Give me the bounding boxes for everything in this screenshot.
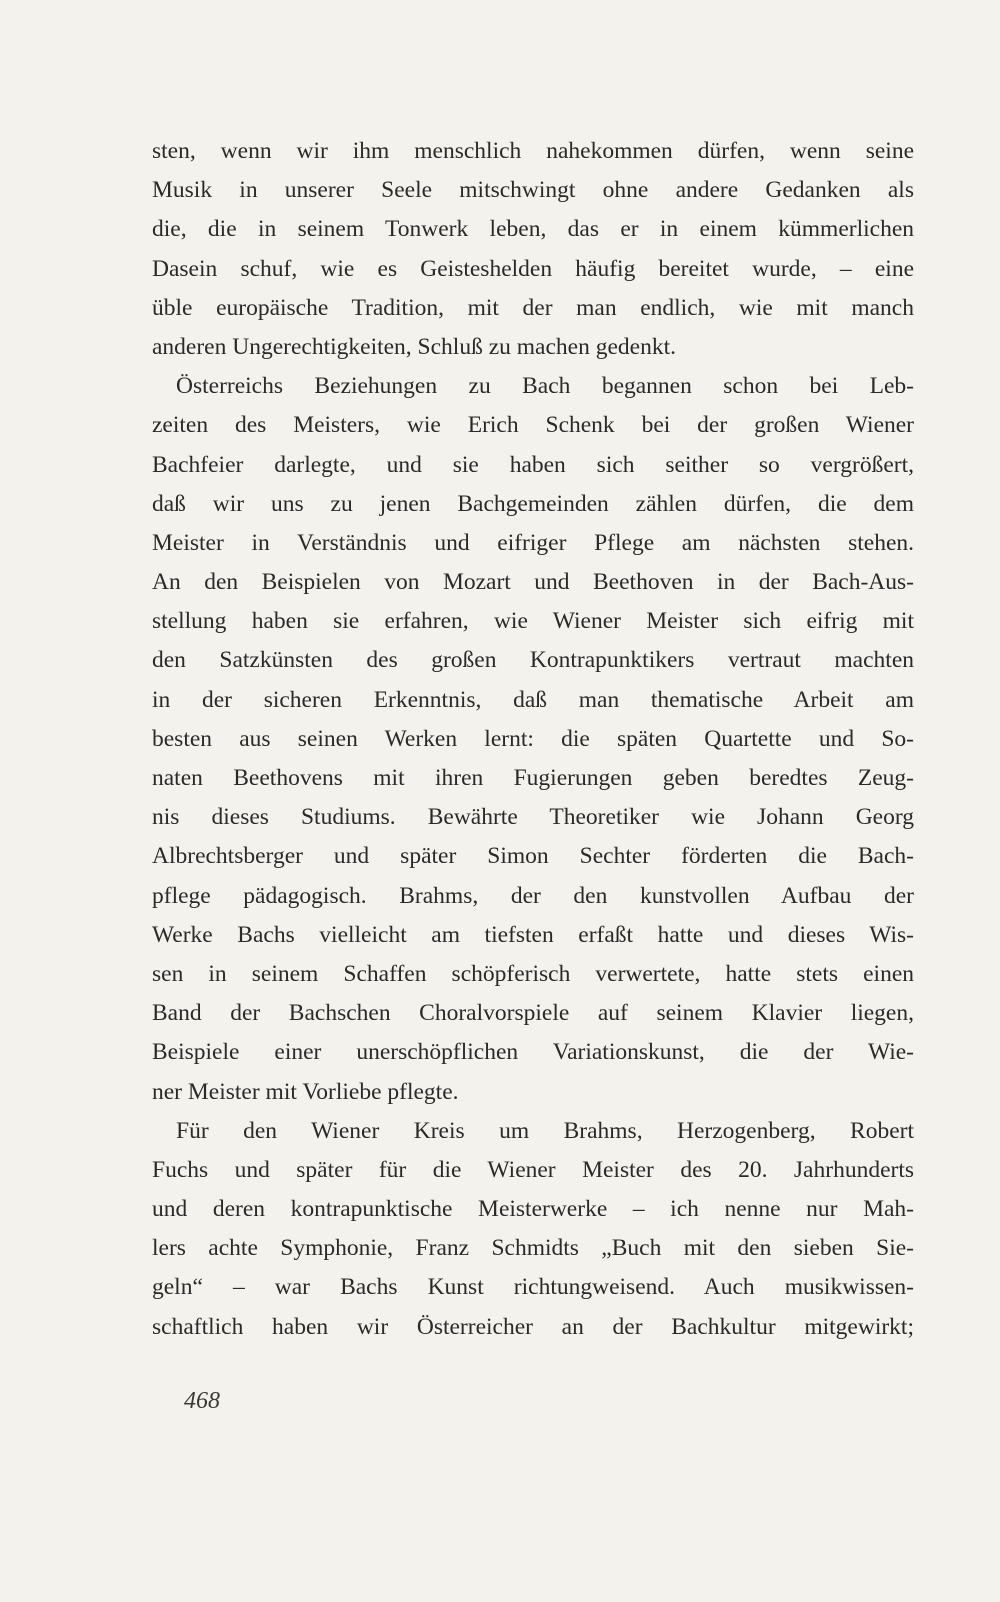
text-line: Österreichs Beziehungen zu Bach begannen schon bei Leb-: [176, 373, 914, 400]
text-line: sten, wenn wir ihm menschlich nahekommen dürfen, wenn seine: [152, 138, 914, 164]
text-line: pflege pädagogisch. Brahms, der den kunstvollen Aufbau der: [152, 882, 914, 909]
text-line: Meister in Verständnis und eifriger Pflege am nächsten stehen.: [152, 529, 914, 556]
text-line: besten aus seinen Werken lernt: die späten Quartette und So-: [152, 725, 914, 752]
text-line: die, die in seinem Tonwerk leben, das er in einem kümmerlichen: [152, 216, 914, 243]
text-line: Beispiele einer unerschöpflichen Variationskunst, die der Wie-: [152, 1039, 914, 1066]
text-line: lers achte Symphonie, Franz Schmidts „Buch mit den sieben Sie-: [152, 1235, 914, 1262]
text-line: nis dieses Studiums. Bewährte Theoretiker wie Johann Georg: [152, 804, 914, 831]
text-line: Band der Bachschen Choralvorspiele auf seinem Klavier liegen,: [152, 1000, 914, 1027]
text-line: zeiten des Meisters, wie Erich Schenk bei der großen Wiener: [152, 412, 914, 439]
body-text: [152, 132, 914, 1347]
page-number: 468: [184, 1388, 220, 1414]
text-line: in der sicheren Erkenntnis, daß man thematische Arbeit am: [152, 686, 914, 713]
text-line: Für den Wiener Kreis um Brahms, Herzogenberg, Robert: [176, 1117, 914, 1144]
text-line: anderen Ungerechtigkeiten, Schluß zu machen gedenkt.: [152, 333, 676, 360]
text-line: ner Meister mit Vorliebe pflegte.: [152, 1078, 459, 1105]
text-line: schaftlich haben wir Österreicher an der Bachkultur mitgewirkt;: [152, 1313, 914, 1340]
text-line: geln“ – war Bachs Kunst richtungweisend. Auch musikwissen-: [152, 1274, 914, 1301]
text-line: Musik in unserer Seele mitschwingt ohne andere Gedanken als: [152, 177, 914, 204]
text-line: Werke Bachs vielleicht am tiefsten erfaßt hatte und dieses Wis-: [152, 921, 914, 948]
text-line: stellung haben sie erfahren, wie Wiener Meister sich eifrig mit: [152, 608, 914, 635]
text-line: sen in seinem Schaffen schöpferisch verwertete, hatte stets einen: [152, 960, 914, 987]
text-line: daß wir uns zu jenen Bachgemeinden zählen dürfen, die dem: [152, 490, 914, 517]
text-line: naten Beethovens mit ihren Fugierungen geben beredtes Zeug-: [152, 765, 914, 791]
text-line: Albrechtsberger und später Simon Sechter förderten die Bach-: [152, 843, 914, 870]
text-line: Bachfeier darlegte, und sie haben sich seither so vergrößert,: [152, 451, 914, 478]
text-line: An den Beispielen von Mozart und Beethoven in der Bach-Aus-: [152, 569, 914, 596]
text-line: den Satzkünsten des großen Kontrapunktikers vertraut machten: [152, 647, 914, 674]
text-line: und deren kontrapunktische Meisterwerke – ich nenne nur Mah-: [152, 1196, 914, 1223]
text-line: Fuchs und später für die Wiener Meister des 20. Jahrhunderts: [152, 1156, 914, 1183]
text-line: Dasein schuf, wie es Geisteshelden häufig bereitet wurde, – eine: [152, 255, 914, 282]
text-line: üble europäische Tradition, mit der man endlich, wie mit manch: [152, 294, 914, 321]
